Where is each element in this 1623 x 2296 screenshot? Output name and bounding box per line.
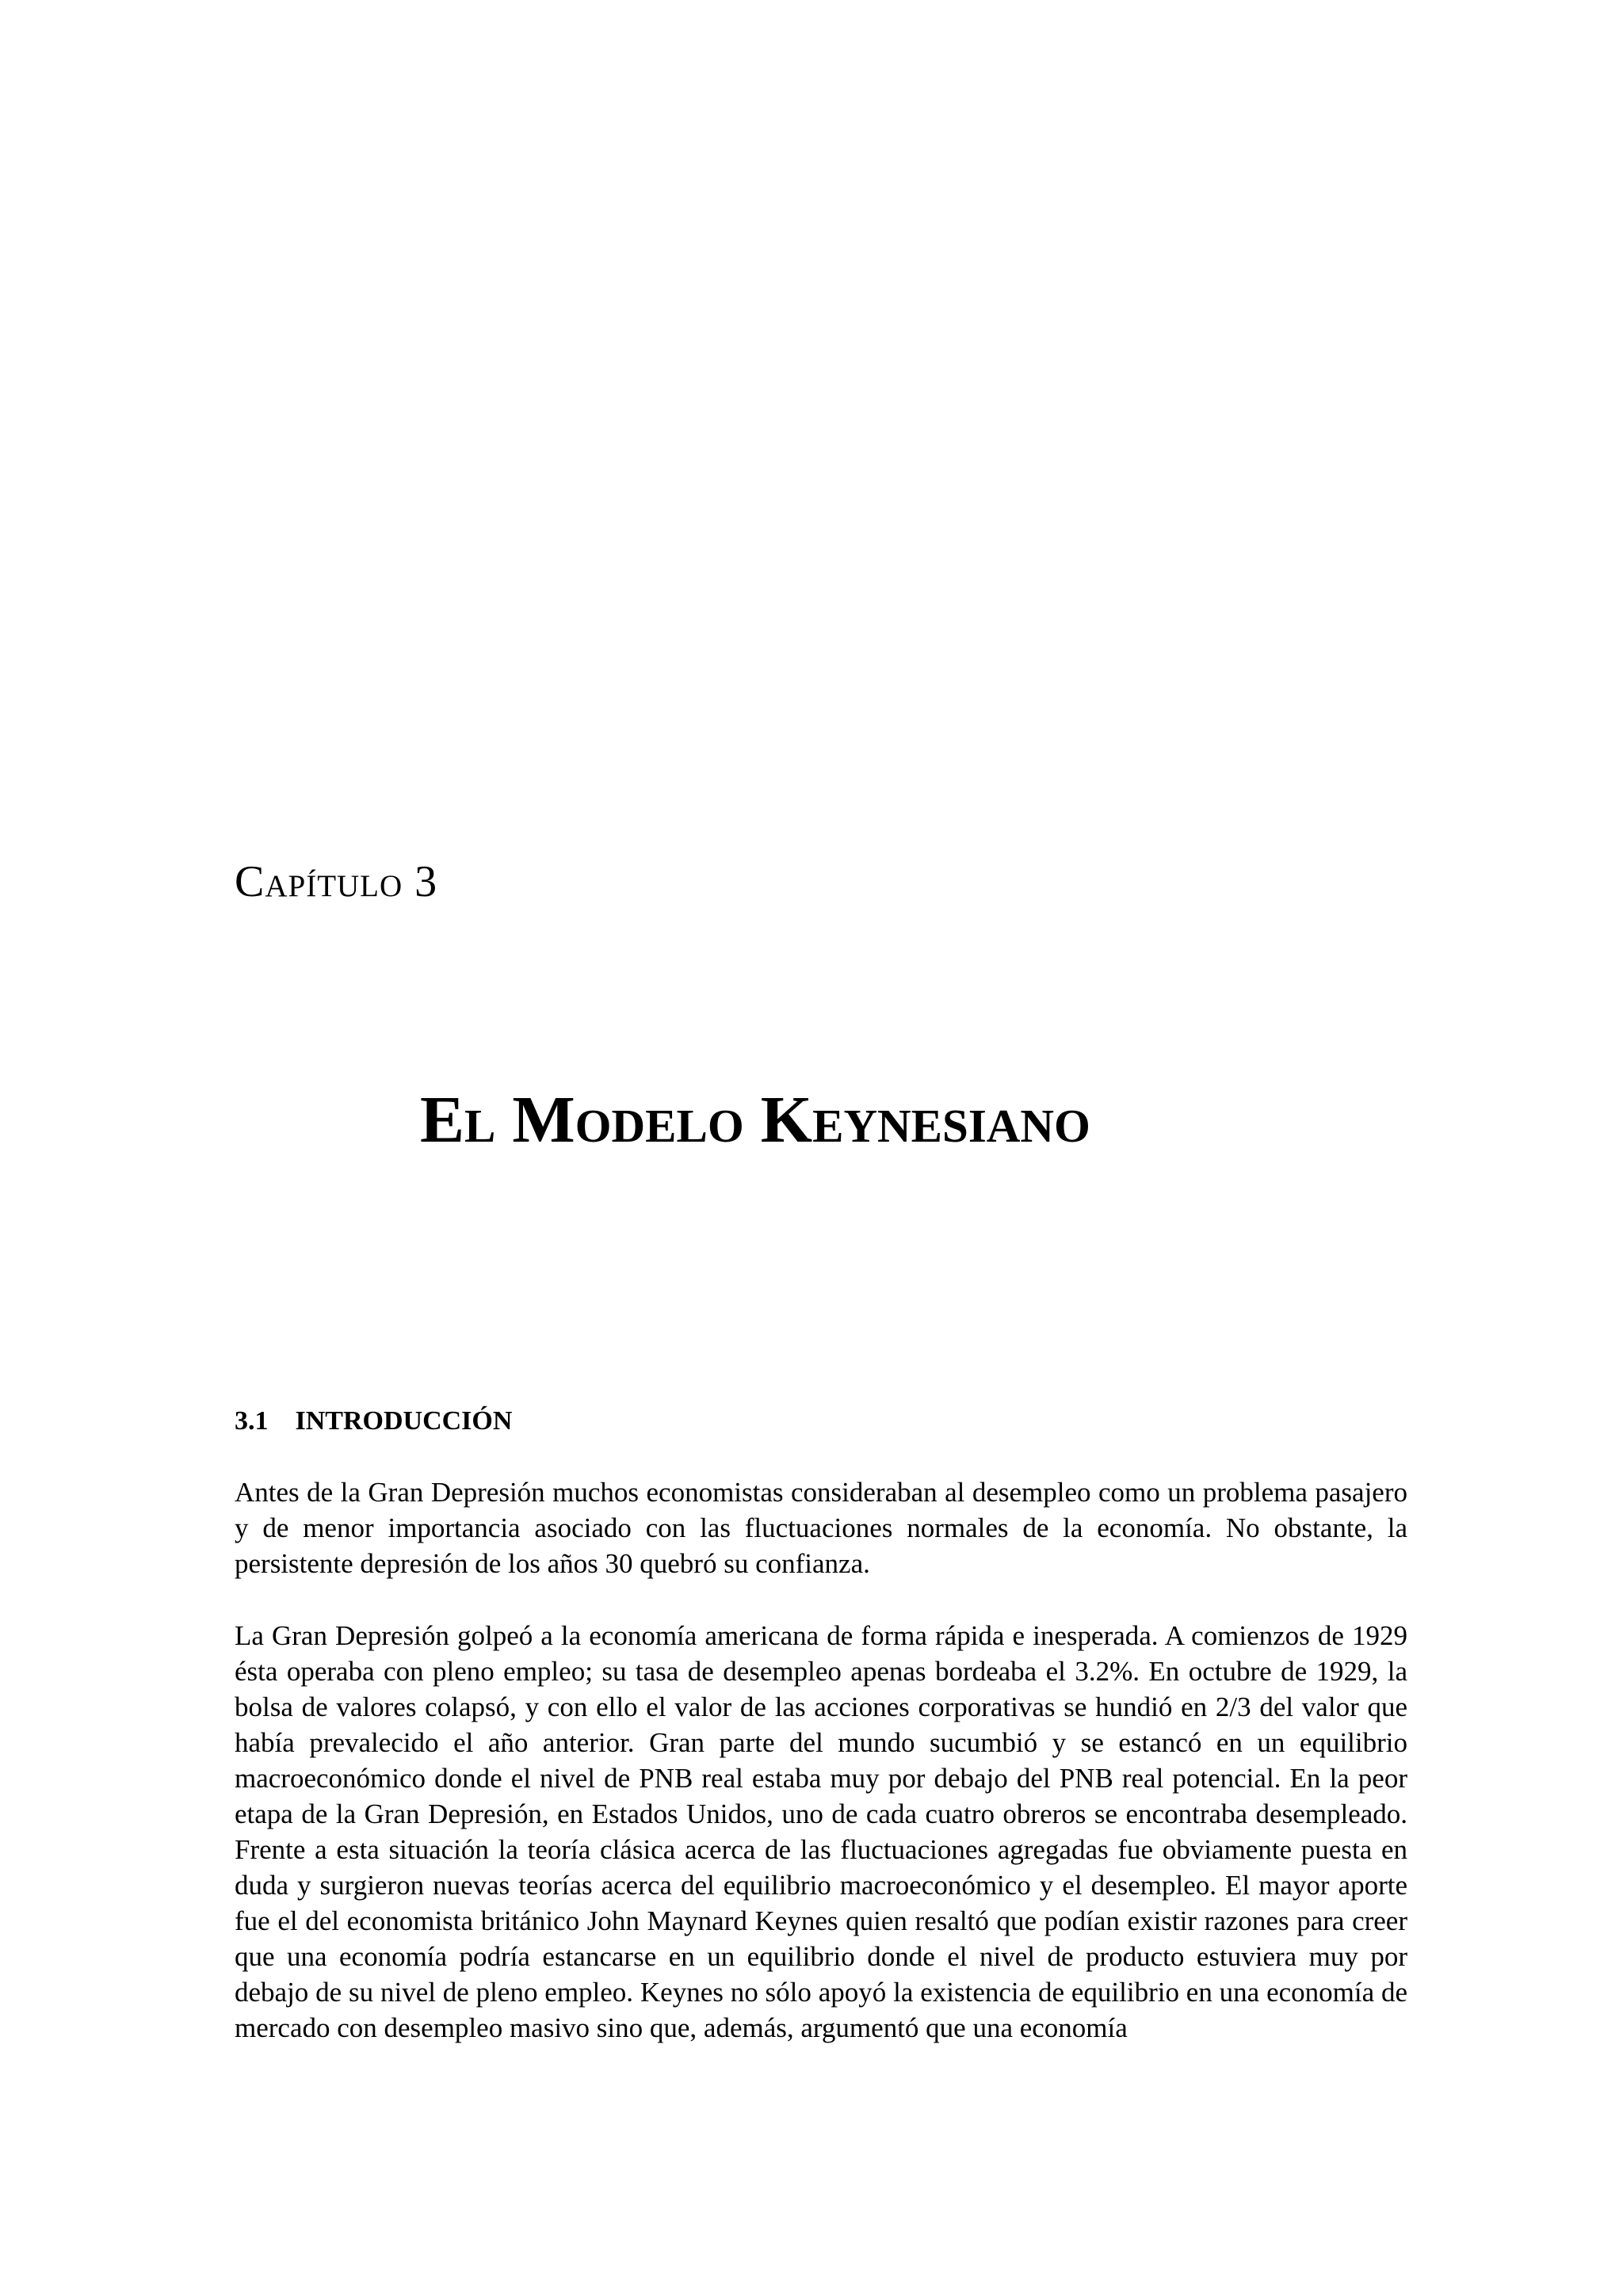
section-heading [235, 1408, 512, 1435]
chapter-label: Capítulo 3 [235, 857, 438, 906]
paragraph-1: Antes de la Gran Depresión muchos economistas consideraban al desempleo como un problema pasajero y de menor importancia asociado con las fluctuaciones normales de la economía. No obstante, la persistente depresión de los años 30 quebró su confianza. [235, 1477, 1407, 1579]
chapter-title: El Modelo Keynesiano [420, 1083, 1090, 1157]
paragraph-2: La Gran Depresión golpeó a la economía americana de forma rápida e inesperada. A comienzos de 1929 ésta operaba con pleno empleo; su tasa de desempleo apenas bordeaba el 3.2%. En octubre de 1929, la bolsa de valores colapsó, y con ello el valor de las acciones corporativas se hundió en 2/3 del valor que había prevalecido el año anterior. Gran parte del mundo sucumbió y se estancó en un equilibrio macroeconómico donde el nivel de PNB real estaba muy por debajo del PNB real potencial. En la peor etapa de la Gran Depresión, en Estados Unidos, uno de cada cuatro obreros se encontraba desempleado. Frente a esta situación la teoría clásica acerca de las fluctuaciones agregadas fue obviamente puesta en duda y surgieron nuevas teorías acerca del equilibrio macroeconómico y el desempleo. El mayor aporte fue el del economista británico John Maynard Keynes quien resaltó que podían existir razones para creer que una economía podría estancarse en un equilibrio donde el nivel de producto estuviera muy por debajo de su nivel de pleno empleo. Keynes no sólo apoyó la existencia de equilibrio en una economía de mercado con desempleo masivo sino que, además, argumentó que una economía [235, 1620, 1407, 2043]
section-title: INTRODUCCIÓN [295, 1406, 513, 1436]
section-number: 3.1 [235, 1406, 269, 1436]
